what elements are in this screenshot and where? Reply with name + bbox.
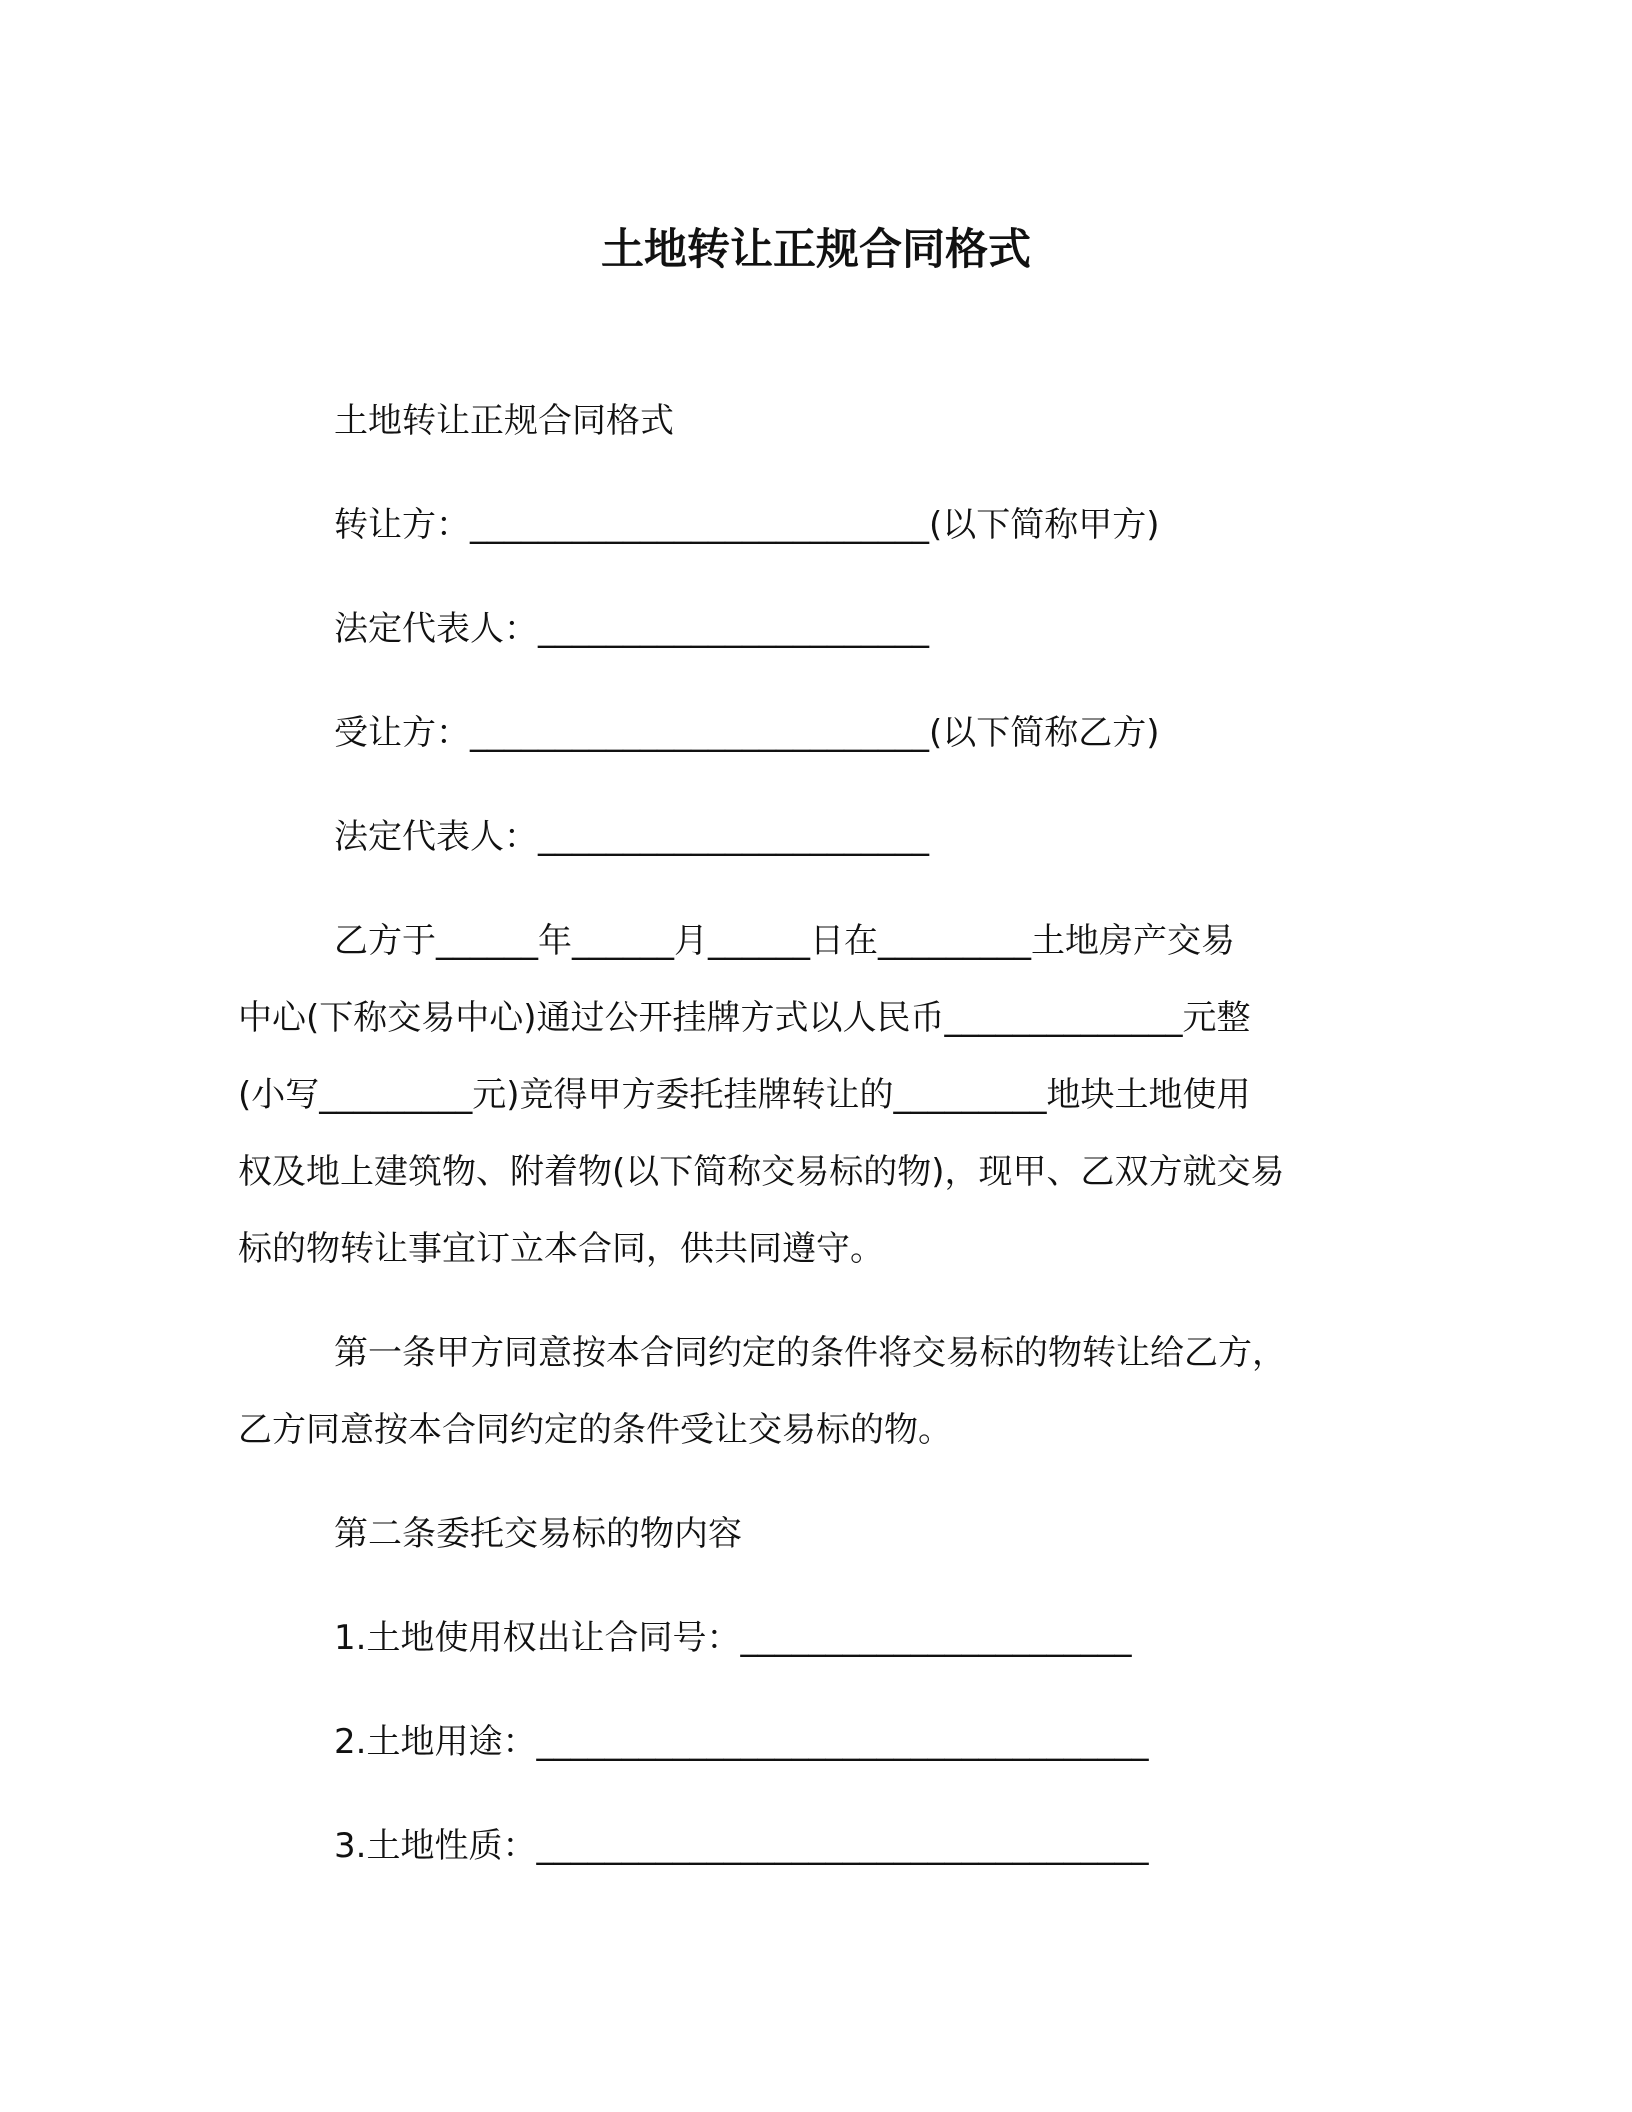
transferor-line: 转让方：___________________________(以下简称甲方) (334, 505, 1160, 545)
paragraph-line: (小写_________元)竞得甲方委托挂牌转让的_________地块土地使用 (238, 1075, 1251, 1115)
item-contract-number: 1.土地使用权出让合同号：_______________________ (334, 1618, 1132, 1658)
legal-representative-line-1: 法定代表人：_______________________ (334, 609, 929, 649)
paragraph-line: 第一条甲方同意按本合同约定的条件将交易标的物转让给乙方， (334, 1333, 1286, 1373)
article-2-heading: 第二条委托交易标的物内容 (334, 1514, 742, 1554)
legal-representative-line-2: 法定代表人：_______________________ (334, 817, 929, 857)
paragraph-line: 中心(下称交易中心)通过公开挂牌方式以人民币______________元整 (238, 998, 1251, 1038)
paragraph-line: 权及地上建筑物、附着物(以下简称交易标的物)，现甲、乙双方就交易 (238, 1152, 1285, 1192)
paragraph-line: 乙方同意按本合同约定的条件受让交易标的物。 (238, 1410, 952, 1450)
subtitle: 土地转让正规合同格式 (334, 401, 674, 441)
paragraph-line: 乙方于______年______月______日在_________土地房产交易 (334, 921, 1235, 961)
document-title: 土地转让正规合同格式 (601, 225, 1031, 275)
item-land-use: 2.土地用途：____________________________________ (334, 1722, 1149, 1762)
item-land-nature: 3.土地性质：____________________________________ (334, 1826, 1149, 1866)
paragraph-line: 标的物转让事宜订立本合同，供共同遵守。 (238, 1229, 884, 1269)
transferee-line: 受让方：___________________________(以下简称乙方) (334, 713, 1160, 753)
